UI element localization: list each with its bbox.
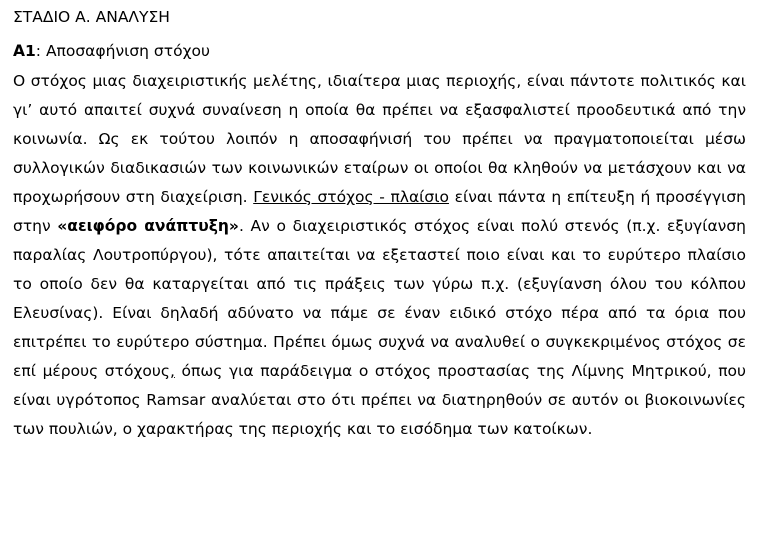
underlined-comma: , bbox=[169, 362, 175, 380]
body-paragraph bbox=[13, 67, 746, 444]
section-title: Αποσαφήνιση στόχου bbox=[41, 42, 210, 60]
section-code: Α1 bbox=[13, 42, 36, 60]
paragraph-text-part-4: όπως για παράδειγμα ο στόχος προστασίας της Λίμνης Μητρικού, που είναι υγρότοπος Ramsar αναλύεται στο ότι πρέπει να διατηρηθούν σε αυτόν οι βιοκοινωνίες των πουλιών, ο χαρακτήρας της περιοχής και το εισόδημα των κατοίκων. bbox=[13, 362, 747, 438]
paragraph-text-part-3: . Αν ο διαχειριστικός στόχος είναι πολύ στενός (π.χ. εξυγίανση παραλίας Λουτροπύργου), τότε απαιτείται να εξεταστεί ποιο είναι και το ευρύτερο πλαίσιο το οποίο δεν θα καταργείται από τις πράξεις των γύρω π.χ. (εξυγίανση όλου του κόλπου Ελευσίνας). Είναι δηλαδή αδύνατο να πάμε σε έναν ειδικό στόχο πέρα από τα όρια που επιτρέπει το ευρύτερο σύστημα. Πρέπει όμως συχνά να αναλυθεί ο συγκεκριμένος στόχος σε επί μέρους στόχους bbox=[13, 217, 746, 380]
paragraph-text-part-1: Ο στόχος μιας διαχειριστικής μελέτης, ιδιαίτερα μιας περιοχής, είναι πάντοτε πολιτικός και γι’ αυτό απαιτεί συχνά συναίνεση η οποία θα πρέπει να εξασφαλιστεί προοδευτικά από την κοινωνία. Ως εκ τούτου λοιπόν η αποσαφήνισή του πρέπει να πραγματοποιείται μέσω συλλογικών διαδικασιών των κοινωνικών εταίρων οι οποίοι θα κληθούν να μετάσχουν και να προχωρήσουν στη διαχείριση. bbox=[13, 72, 746, 206]
document bbox=[13, 4, 746, 444]
section-heading bbox=[13, 38, 746, 64]
stage-heading: ΣΤΑΔΙΟ Α. ΑΝΑΛΥΣΗ bbox=[13, 8, 170, 26]
section-separator: : bbox=[35, 42, 42, 60]
paragraph-text-part-2: είναι πάντα η επίτευξη ή προσέγγιση στην bbox=[13, 188, 747, 235]
bold-term-sustainable-development: «αειφόρο ανάπτυξη» bbox=[57, 217, 239, 235]
underlined-term-general-goal: Γενικός στόχος - πλαίσιο bbox=[253, 188, 449, 206]
